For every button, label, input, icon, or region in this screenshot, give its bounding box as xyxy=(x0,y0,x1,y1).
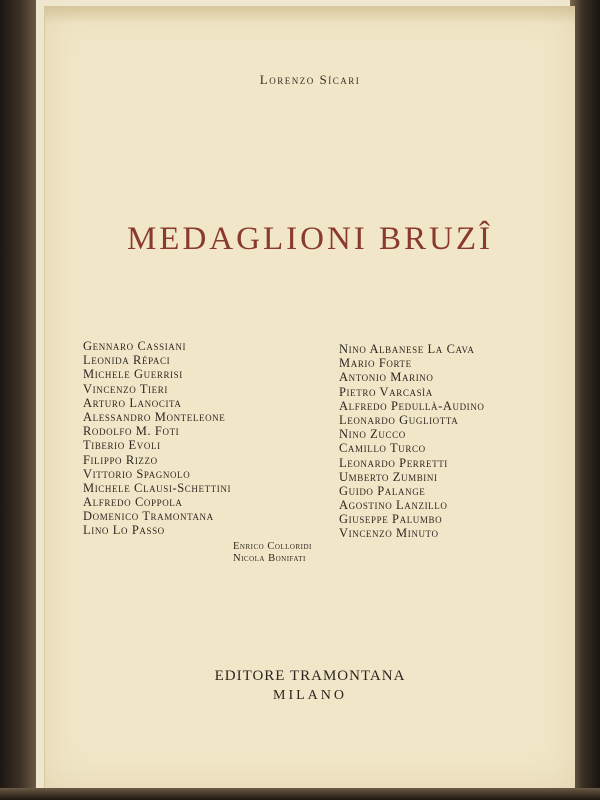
contributor-name: Filippo Rizzo xyxy=(83,452,158,467)
contributor-name: Nicola Bonifati xyxy=(233,553,306,564)
contributor-name: Leonida Répaci xyxy=(83,353,171,368)
publisher-city: MILANO xyxy=(273,688,347,703)
bottom-edge-shadow xyxy=(0,788,600,800)
contributor-name: Lino Lo Passo xyxy=(83,523,165,538)
contributor-name: Nino Albanese La Cava xyxy=(339,342,475,356)
contributor-name: Domenico Tramontana xyxy=(83,509,214,524)
contributor-name: Camillo Turco xyxy=(339,441,426,456)
contributor-name: Vincenzo Tieri xyxy=(83,381,168,396)
book-title: MEDAGLIONI BRUZÎ xyxy=(126,221,494,257)
contributor-name: Antonio Marino xyxy=(339,370,434,385)
contributors-center-column xyxy=(233,541,312,565)
book-cover xyxy=(44,6,575,788)
contributor-name: Alessandro Monteleone xyxy=(83,409,226,424)
contributor-name: Leonardo Gugliotta xyxy=(339,412,459,427)
contributor-name: Agostino Lanzillo xyxy=(339,498,448,513)
author-name: Lorenzo Sícari xyxy=(259,72,361,87)
book-spine-shadow xyxy=(0,0,36,800)
contributor-name: Vittorio Spagnolo xyxy=(83,466,191,481)
contributor-name: Michele Clausi-Schettini xyxy=(83,480,232,495)
contributor-name: Enrico Colloridi xyxy=(233,541,312,552)
contributor-name: Tiberio Evoli xyxy=(83,438,161,453)
contributor-name: Guido Palange xyxy=(339,483,426,498)
publisher-name: EDITORE TRAMONTANA xyxy=(214,668,406,684)
contributor-name: Alfredo Coppola xyxy=(83,495,183,510)
contributor-name: Umberto Zumbini xyxy=(339,469,438,484)
contributor-name: Arturo Lanocita xyxy=(83,395,182,410)
contributor-name: Vincenzo Minuto xyxy=(339,526,439,541)
contributors-left-column xyxy=(83,339,231,538)
contributor-name: Mario Forte xyxy=(339,356,412,371)
contributor-name: Rodolfo M. Foti xyxy=(83,424,180,439)
contributor-name: Alfredo Pedullà-Audino xyxy=(339,398,485,413)
contributor-name: Giuseppe Palumbo xyxy=(339,512,443,527)
contributors-right-column xyxy=(339,342,484,541)
contributor-name: Michele Guerrisi xyxy=(83,367,183,382)
contributor-name: Pietro Varcasìa xyxy=(339,384,433,399)
contributor-name: Nino Zucco xyxy=(339,427,406,442)
contributor-name: Leonardo Perretti xyxy=(339,455,448,470)
contributor-name: Gennaro Cassiani xyxy=(83,339,187,353)
